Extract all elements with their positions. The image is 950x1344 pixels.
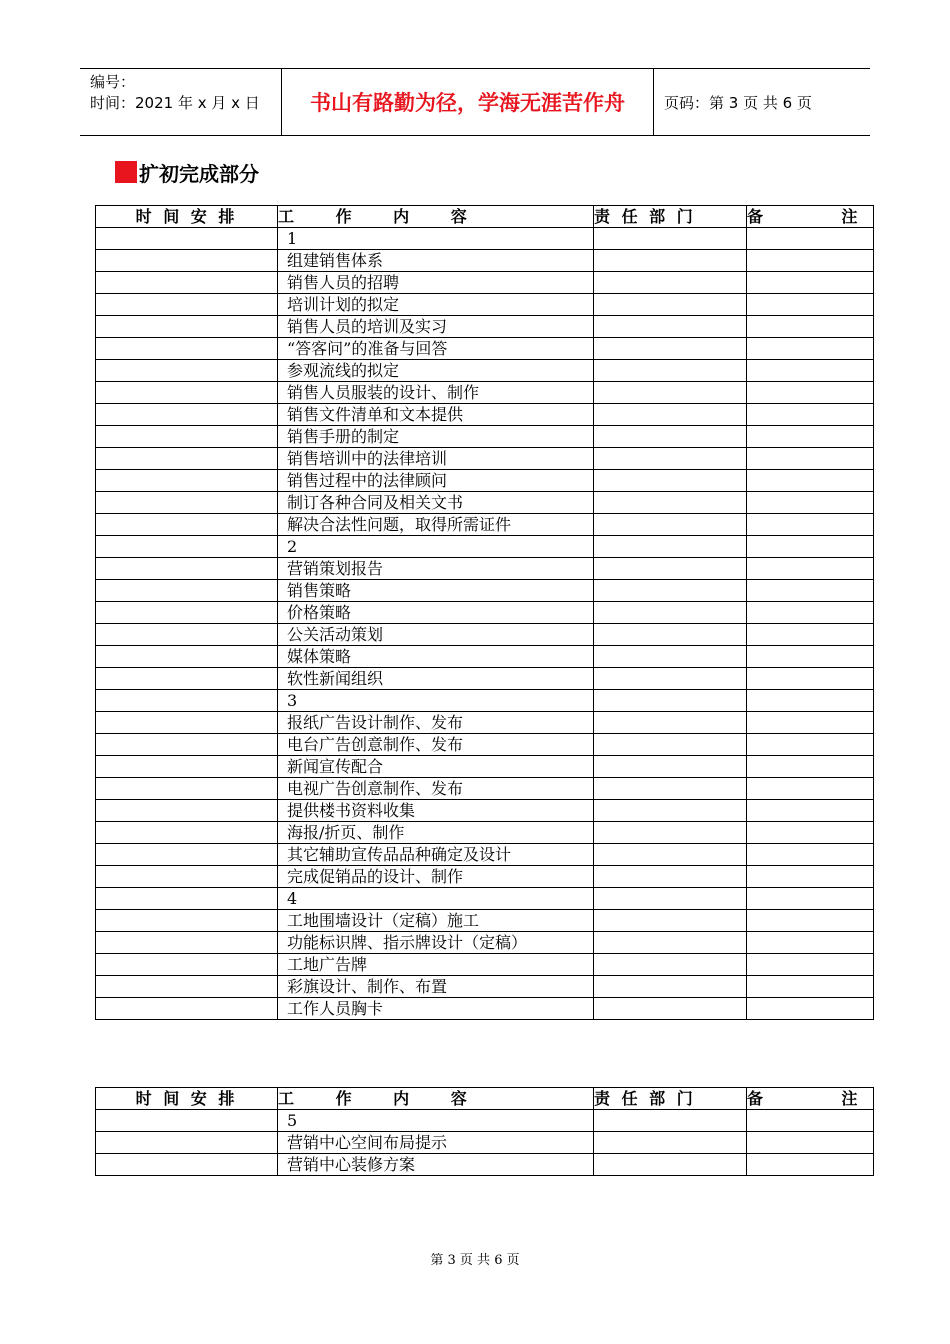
- time-cell: [96, 624, 278, 646]
- dept-cell: [594, 250, 747, 272]
- note-cell: [747, 536, 874, 558]
- time-cell: [96, 536, 278, 558]
- note-cell: [747, 558, 874, 580]
- dept-cell: [594, 822, 747, 844]
- time-cell: [96, 514, 278, 536]
- time-cell: [96, 778, 278, 800]
- time-cell: [96, 976, 278, 998]
- work-cell: 其它辅助宣传品品种确定及设计: [278, 844, 594, 866]
- table-row: [96, 712, 874, 734]
- work-cell: 销售手册的制定: [278, 426, 594, 448]
- table-row: [96, 448, 874, 470]
- col-header-note: [747, 1088, 874, 1110]
- dept-cell: [594, 1154, 747, 1176]
- time-cell: [96, 1110, 278, 1132]
- note-cell: [747, 932, 874, 954]
- dept-cell: [594, 316, 747, 338]
- note-cell: [747, 954, 874, 976]
- dept-cell: [594, 272, 747, 294]
- table-row: [96, 580, 874, 602]
- note-cell: [747, 888, 874, 910]
- red-square-icon: [115, 161, 137, 183]
- dept-cell: [594, 910, 747, 932]
- time-cell: [96, 602, 278, 624]
- note-cell: [747, 778, 874, 800]
- dept-cell: [594, 404, 747, 426]
- note-cell: [747, 756, 874, 778]
- dept-cell: [594, 492, 747, 514]
- work-cell: 电台广告创意制作、发布: [278, 734, 594, 756]
- time-cell: [96, 448, 278, 470]
- work-cell: 2: [278, 536, 594, 558]
- table-row: [96, 492, 874, 514]
- note-cell: [747, 426, 874, 448]
- time-cell: [96, 998, 278, 1020]
- table-row: [96, 228, 874, 250]
- work-cell: 销售培训中的法律培训: [278, 448, 594, 470]
- note-cell: [747, 690, 874, 712]
- header-page-label: 页码：第 3 页 共 6 页: [664, 93, 812, 112]
- note-cell: [747, 1154, 874, 1176]
- work-cell: 公关活动策划: [278, 624, 594, 646]
- work-cell: “答客问”的准备与回答: [278, 338, 594, 360]
- note-cell: [747, 844, 874, 866]
- work-cell: 海报/折页、制作: [278, 822, 594, 844]
- dept-cell: [594, 756, 747, 778]
- work-cell: 销售策略: [278, 580, 594, 602]
- time-cell: [96, 580, 278, 602]
- time-cell: [96, 954, 278, 976]
- section-title: [115, 158, 259, 186]
- note-cell: [747, 646, 874, 668]
- table-row: [96, 602, 874, 624]
- note-cell: [747, 712, 874, 734]
- note-cell: [747, 1132, 874, 1154]
- table-row: [96, 734, 874, 756]
- table-row: [96, 426, 874, 448]
- table-row: [96, 1132, 874, 1154]
- note-cell: [747, 360, 874, 382]
- work-cell: 工作人员胸卡: [278, 998, 594, 1020]
- table-row: [96, 778, 874, 800]
- time-cell: [96, 228, 278, 250]
- table-row: [96, 646, 874, 668]
- work-cell: 报纸广告设计制作、发布: [278, 712, 594, 734]
- dept-cell: [594, 558, 747, 580]
- table-row: [96, 668, 874, 690]
- time-cell: [96, 426, 278, 448]
- time-cell: [96, 492, 278, 514]
- table-row: [96, 360, 874, 382]
- header-motto: 书山有路勤为径，学海无涯苦作舟: [282, 69, 654, 135]
- time-cell: [96, 250, 278, 272]
- dept-cell: [594, 976, 747, 998]
- time-cell: [96, 404, 278, 426]
- col-header-note: [747, 206, 874, 228]
- table-row: [96, 756, 874, 778]
- dept-cell: [594, 382, 747, 404]
- col-header-work-text: 工 作 内 容: [278, 207, 485, 226]
- page-footer: 第 3 页 共 6 页: [430, 1253, 520, 1268]
- work-cell: 彩旗设计、制作、布置: [278, 976, 594, 998]
- table-row: [96, 316, 874, 338]
- col-header-work: [278, 206, 594, 228]
- dept-cell: [594, 1110, 747, 1132]
- note-cell: [747, 580, 874, 602]
- time-cell: [96, 272, 278, 294]
- note-cell: [747, 976, 874, 998]
- time-cell: [96, 382, 278, 404]
- dept-cell: [594, 690, 747, 712]
- note-cell: [747, 822, 874, 844]
- page-header: [80, 68, 870, 136]
- time-cell: [96, 734, 278, 756]
- section-title-text: 扩初完成部分: [139, 161, 259, 186]
- time-cell: [96, 844, 278, 866]
- col-header-work: [278, 1088, 594, 1110]
- time-cell: [96, 470, 278, 492]
- note-cell: [747, 272, 874, 294]
- note-cell: [747, 404, 874, 426]
- col-header-work-text: 工 作 内 容: [278, 1089, 485, 1108]
- time-cell: [96, 932, 278, 954]
- note-cell: [747, 228, 874, 250]
- col-header-note-b: 注: [841, 1089, 861, 1108]
- col-header-dept: 责 任 部 门: [594, 1088, 747, 1110]
- table-row: [96, 558, 874, 580]
- work-cell: 软性新闻组织: [278, 668, 594, 690]
- work-cell: 媒体策略: [278, 646, 594, 668]
- work-cell: 价格策略: [278, 602, 594, 624]
- work-cell: 培训计划的拟定: [278, 294, 594, 316]
- col-header-note-a: 备: [747, 207, 767, 226]
- work-cell: 组建销售体系: [278, 250, 594, 272]
- time-cell: [96, 888, 278, 910]
- table-row: [96, 1110, 874, 1132]
- work-cell: 销售人员的招聘: [278, 272, 594, 294]
- note-cell: [747, 866, 874, 888]
- time-cell: [96, 338, 278, 360]
- time-cell: [96, 668, 278, 690]
- document-number-label: 编号：: [90, 73, 136, 91]
- dept-cell: [594, 778, 747, 800]
- work-cell: 提供楼书资料收集: [278, 800, 594, 822]
- dept-cell: [594, 734, 747, 756]
- table-row: [96, 404, 874, 426]
- work-cell: 解决合法性问题，取得所需证件: [278, 514, 594, 536]
- dept-cell: [594, 712, 747, 734]
- table-row: [96, 1154, 874, 1176]
- dept-cell: [594, 602, 747, 624]
- col-header-time: 时 间 安 排: [96, 1088, 278, 1110]
- table-row: [96, 470, 874, 492]
- note-cell: [747, 316, 874, 338]
- col-header-note-b: 注: [841, 207, 861, 226]
- work-cell: 工地广告牌: [278, 954, 594, 976]
- document-time-label: 时间：2021 年 x 月 x 日: [90, 94, 260, 112]
- time-cell: [96, 756, 278, 778]
- table-row: [96, 932, 874, 954]
- time-cell: [96, 866, 278, 888]
- time-cell: [96, 1132, 278, 1154]
- dept-cell: [594, 470, 747, 492]
- note-cell: [747, 338, 874, 360]
- schedule-table-2: [95, 1087, 874, 1176]
- table-row: [96, 866, 874, 888]
- time-cell: [96, 646, 278, 668]
- header-meta: [80, 69, 282, 135]
- time-cell: [96, 360, 278, 382]
- table-row: [96, 888, 874, 910]
- time-cell: [96, 294, 278, 316]
- table-header-row: [96, 1088, 874, 1110]
- dept-cell: [594, 932, 747, 954]
- note-cell: [747, 734, 874, 756]
- table-row: [96, 514, 874, 536]
- work-cell: 制订各种合同及相关文书: [278, 492, 594, 514]
- work-cell: 完成促销品的设计、制作: [278, 866, 594, 888]
- table-row: [96, 844, 874, 866]
- work-cell: 5: [278, 1110, 594, 1132]
- table-row: [96, 624, 874, 646]
- note-cell: [747, 250, 874, 272]
- table-row: [96, 382, 874, 404]
- col-header-dept: 责 任 部 门: [594, 206, 747, 228]
- dept-cell: [594, 448, 747, 470]
- table-row: [96, 910, 874, 932]
- note-cell: [747, 800, 874, 822]
- note-cell: [747, 470, 874, 492]
- note-cell: [747, 492, 874, 514]
- dept-cell: [594, 426, 747, 448]
- table-row: [96, 998, 874, 1020]
- col-header-note-a: 备: [747, 1089, 767, 1108]
- dept-cell: [594, 646, 747, 668]
- note-cell: [747, 668, 874, 690]
- time-cell: [96, 712, 278, 734]
- dept-cell: [594, 998, 747, 1020]
- work-cell: 4: [278, 888, 594, 910]
- table-row: [96, 250, 874, 272]
- dept-cell: [594, 800, 747, 822]
- dept-cell: [594, 360, 747, 382]
- dept-cell: [594, 624, 747, 646]
- note-cell: [747, 514, 874, 536]
- work-cell: 营销中心装修方案: [278, 1154, 594, 1176]
- schedule-table-1: [95, 205, 874, 1020]
- dept-cell: [594, 888, 747, 910]
- note-cell: [747, 624, 874, 646]
- time-cell: [96, 690, 278, 712]
- work-cell: 营销策划报告: [278, 558, 594, 580]
- work-cell: 销售人员服装的设计、制作: [278, 382, 594, 404]
- dept-cell: [594, 514, 747, 536]
- note-cell: [747, 998, 874, 1020]
- dept-cell: [594, 954, 747, 976]
- table-row: [96, 822, 874, 844]
- work-cell: 电视广告创意制作、发布: [278, 778, 594, 800]
- note-cell: [747, 448, 874, 470]
- time-cell: [96, 1154, 278, 1176]
- table-row: [96, 294, 874, 316]
- table-row: [96, 338, 874, 360]
- time-cell: [96, 558, 278, 580]
- table-row: [96, 800, 874, 822]
- work-cell: 销售文件清单和文本提供: [278, 404, 594, 426]
- table-header-row: [96, 206, 874, 228]
- note-cell: [747, 910, 874, 932]
- dept-cell: [594, 228, 747, 250]
- table-row: [96, 690, 874, 712]
- table-row: [96, 272, 874, 294]
- dept-cell: [594, 294, 747, 316]
- time-cell: [96, 800, 278, 822]
- table-row: [96, 954, 874, 976]
- work-cell: 销售人员的培训及实习: [278, 316, 594, 338]
- work-cell: 营销中心空间布局提示: [278, 1132, 594, 1154]
- note-cell: [747, 1110, 874, 1132]
- dept-cell: [594, 338, 747, 360]
- table-row: [96, 976, 874, 998]
- table-row: [96, 536, 874, 558]
- work-cell: 工地围墙设计（定稿）施工: [278, 910, 594, 932]
- work-cell: 功能标识牌、指示牌设计（定稿）: [278, 932, 594, 954]
- work-cell: 新闻宣传配合: [278, 756, 594, 778]
- dept-cell: [594, 844, 747, 866]
- time-cell: [96, 822, 278, 844]
- work-cell: 参观流线的拟定: [278, 360, 594, 382]
- note-cell: [747, 294, 874, 316]
- work-cell: 3: [278, 690, 594, 712]
- dept-cell: [594, 536, 747, 558]
- dept-cell: [594, 866, 747, 888]
- time-cell: [96, 316, 278, 338]
- dept-cell: [594, 580, 747, 602]
- dept-cell: [594, 668, 747, 690]
- col-header-time: 时 间 安 排: [96, 206, 278, 228]
- time-cell: [96, 910, 278, 932]
- work-cell: 销售过程中的法律顾问: [278, 470, 594, 492]
- note-cell: [747, 382, 874, 404]
- work-cell: 1: [278, 228, 594, 250]
- note-cell: [747, 602, 874, 624]
- dept-cell: [594, 1132, 747, 1154]
